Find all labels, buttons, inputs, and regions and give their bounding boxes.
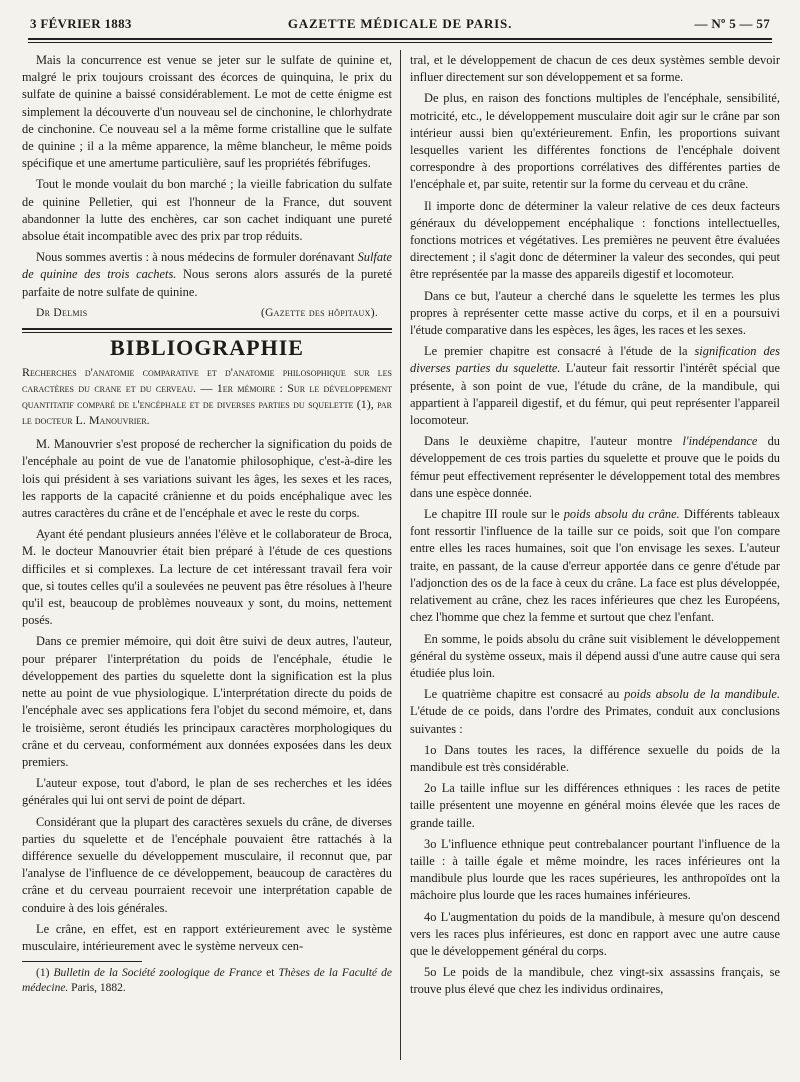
paragraph: De plus, en raison des fonctions multiples de l'encéphale, sensibilité, motricité, etc., le développement musculaire doit agir sur le crâne par son intérieur aussi bien qu'extérieurement. Enfin, les proportions suivant lesquelles varient les différentes fonctions de l'encéphale doivent correspondre à des proportions corrélatives des différentes parties de l'encéphale et, par suite, retentir sur la forme du cerveau et du crâne. bbox=[410, 91, 780, 192]
source-citation: (Gazette des hôpitaux). bbox=[260, 306, 378, 319]
conclusion-item: 1o Dans toutes les races, la différence sexuelle du poids de la mandibule est très considérable. bbox=[410, 742, 780, 774]
text-run: Paris, 1882. bbox=[71, 982, 126, 995]
section-rule bbox=[22, 328, 392, 330]
left-column bbox=[22, 52, 392, 1000]
footnote-rule bbox=[22, 961, 142, 962]
text-run: L'étude de ce poids, dans l'ordre des Primates, conduit aux conclusions suivantes : bbox=[410, 704, 780, 736]
text-run: Dans le deuxième chapitre, l'auteur montre bbox=[424, 434, 673, 449]
paragraph: Le crâne, en effet, est en rapport extérieurement avec le système musculaire, intérieurement avec le système nerveux cen- bbox=[22, 921, 392, 953]
text-run: Le chapitre III roule sur le bbox=[424, 507, 560, 522]
signature-line bbox=[22, 305, 392, 322]
paragraph: En somme, le poids absolu du crâne suit visiblement le développement général du système osseux, mais il dépend aussi d'une autre cause qui sera étudiée plus loin. bbox=[410, 631, 780, 680]
article-title: Recherches d'anatomie comparative et d'anatomie philosophique sur les caractères du crane et du cerveau. — 1er mémoire : Sur le développement quantitatif comparé de l'encéphale et de diverses parties du squelette (1), par le docteur L. Manouvrier. bbox=[22, 365, 392, 428]
section-title: BIBLIOGRAPHIE bbox=[110, 335, 304, 361]
italic-run: Thèses de la Faculté de médecine. bbox=[22, 967, 392, 995]
text-run: Nous sommes avertis : à nous médecins de formuler dorénavant bbox=[36, 250, 355, 265]
paragraph bbox=[410, 506, 780, 626]
paragraph: Mais la concurrence est venue se jeter sur le sulfate de quinine et, malgré le prix toujours croissant des écorces de quinquina, le prix du sulfate de quinine a baissé considérablement. Le mot de cette énigme est simplement la découverte d'un nouveau sel de cinchonine, le chlorhydrate de cinchonine. Ce nouveau sel a la même forme cristalline que le sulfate de quinine ; il a la même apparence, la même blancheur, le même poids spécifique et une amertume particulière, sauf les propriétés fébrifuges. bbox=[22, 53, 392, 171]
conclusion-item: 2o La taille influe sur les différences ethniques : les races de petite taille présentent une moyenne en général moins élevée que les races de grande taille. bbox=[410, 781, 780, 830]
header-rule bbox=[28, 38, 772, 40]
header-date: 3 FÉVRIER 1883 bbox=[30, 16, 132, 31]
right-column bbox=[410, 52, 780, 1003]
column-divider bbox=[400, 50, 401, 1060]
paragraph: tral, et le développement de chacun de ces deux systèmes semble devoir influer directement sur son développement et sa forme. bbox=[410, 53, 780, 85]
text-run: Le premier chapitre est consacré à l'étude de la bbox=[424, 344, 688, 359]
italic-run: l'indépendance bbox=[682, 434, 758, 449]
text-run: du développement de ces trois parties du squelette et prouve que le poids du fémur peut effectivement représenter le développement total des membres dans une espèce donnée. bbox=[410, 434, 780, 500]
header-title: GAZETTE MÉDICALE DE PARIS. bbox=[287, 16, 513, 31]
section-rule-thin bbox=[22, 332, 392, 333]
text-run: Le quatrième chapitre est consacré au bbox=[424, 687, 620, 702]
conclusion-item: 4o L'augmentation du poids de la mandibule, à mesure qu'on descend vers les races plus inférieures, est donc en rapport avec une autre cause que le développement général du corps. bbox=[410, 909, 780, 958]
page-header bbox=[30, 14, 770, 36]
paragraph bbox=[410, 343, 780, 429]
paragraph bbox=[410, 433, 780, 502]
paragraph: Il importe donc de déterminer la valeur relative de ces deux facteurs généraux du développement encéphalique : fonctions intellectuelles, fonctions motrices et végétatives. Les premières ne peuvent être évaluées directement ; il s'agit donc de déterminer la valeur des secondes, qui peut être représentée par la masse des appareils digestif et locomoteur. bbox=[410, 198, 780, 282]
header-rule-thin bbox=[28, 42, 772, 43]
footnote-marker: (1) bbox=[36, 967, 50, 980]
paragraph: Ayant été pendant plusieurs années l'élève et le collaborateur de Broca, M. le docteur Manouvrier était bien préparé à l'étude de ces questions difficiles et si complexes. La lecture de cet intéressant travail fera voir que, si toutes celles qu'il a soulevées ne peuvent pas être résolues à l'heure qu'il est, beaucoup de problèmes nouveaux y sont, du moins, nettement posés. bbox=[22, 527, 392, 628]
paragraph: Tout le monde voulait du bon marché ; la vieille fabrication du sulfate de quinine Pelletier, qui est l'honneur de la France, dut souvent abandonner la lutte des enchères, car son cachet indiquant une pureté absolue était incompatible avec des prix par trop réduits. bbox=[22, 177, 392, 244]
text-run: Nous serons alors assurés de la pureté parfaite de notre sulfate de quinine. bbox=[22, 267, 392, 299]
paragraph: Considérant que la plupart des caractères sexuels du crâne, de diverses parties du squelette et de l'encéphale pouvaient être rattachés à la différence sexuelle du développement musculaire, il reconnut que, par l'analyse de l'influence de ce développement, beaucoup de caractères du crâne et du cerveau pourraient recevoir une interprétation capable de conduire à des lois générales. bbox=[22, 814, 392, 915]
author-signature: Dr Delmis bbox=[36, 306, 88, 319]
paragraph: M. Manouvrier s'est proposé de rechercher la signification du poids de l'encéphale au point de vue de l'anatomie philosophique, c'est-à-dire les lois qui président à ses variations suivant les âges, les sexes et les races, les rapports de la capacité crânienne et du poids encéphalique avec les autres caractères du crâne et de l'encéphale et avec le reste du corps. bbox=[22, 437, 392, 521]
italic-run: signification des diverses parties du squelette. bbox=[410, 344, 780, 376]
italic-run: Bulletin de la Société zoologique de France bbox=[53, 967, 263, 980]
italic-run: Sulfate de quinine des trois cachets. bbox=[22, 250, 392, 282]
paragraph: L'auteur expose, tout d'abord, le plan de ses recherches et les idées générales qui lui ont servi de point de départ. bbox=[22, 776, 392, 808]
conclusion-item: 5o Le poids de la mandibule, chez vingt-six assassins français, se trouve plus élevé que chez les individus ordinaires, bbox=[410, 965, 780, 997]
text-run: Différents tableaux font ressortir l'influence de la taille sur ce poids, soit que l'on compare entre elles les races humaines, soit que l'on envisage les sexes. L'auteur traite, en passant, de la cause d'erreur apportée dans ce genre d'étude par l'adjonction des os de la face à ceux du crâne. La face est plus développée, relativement au crâne, chez les races inférieures que chez les Européens, chez l'homme que chez la femme et surtout que chez l'enfant. bbox=[410, 507, 780, 625]
paragraph bbox=[22, 249, 392, 301]
italic-run: poids absolu du crâne. bbox=[563, 507, 680, 522]
conclusion-item: 3o L'influence ethnique peut contrebalancer pourtant l'influence de la taille : à taille égale et même moindre, les races inférieures ont la mandibule plus lourde que les races supérieures, les anthropoïdes ont la mâchoire plus lourde que les races humaines inférieures. bbox=[410, 836, 780, 903]
paragraph bbox=[410, 686, 780, 738]
footnote bbox=[22, 966, 392, 996]
text-run: L'auteur fait ressortir l'intérêt spécial que présente, à son point de vue, l'étude du crâne, de la mandibule, qui appartient à l'appareil digestif, et du fémur, qui peut représenter l'appareil locomoteur. bbox=[410, 361, 780, 428]
italic-run: poids absolu de la mandibule. bbox=[624, 687, 780, 702]
text-run: et bbox=[266, 967, 275, 980]
paragraph: Dans ce but, l'auteur a cherché dans le squelette les termes les plus propres à représenter cette masse active du corps, et il en a poursuivi l'étude comparative dans les espèces, les âges, les races et les sexes. bbox=[410, 288, 780, 338]
header-page-number: — Nº 5 — 57 bbox=[694, 16, 770, 31]
paragraph: Dans ce premier mémoire, qui doit être suivi de deux autres, l'auteur, pour préparer l'interprétation du poids de l'encéphale, étudie le développement des parties du squelette dont la signification est la plus nette au point de vue physiologique. L'interprétation directe du poids de l'encéphale avec ses applications fera l'objet du second mémoire, et, dans le troisième, seront étudiés les principaux caractères morphologiques du crâne et du cerveau, conformément aux données exposées dans les deux premiers. bbox=[22, 634, 392, 769]
